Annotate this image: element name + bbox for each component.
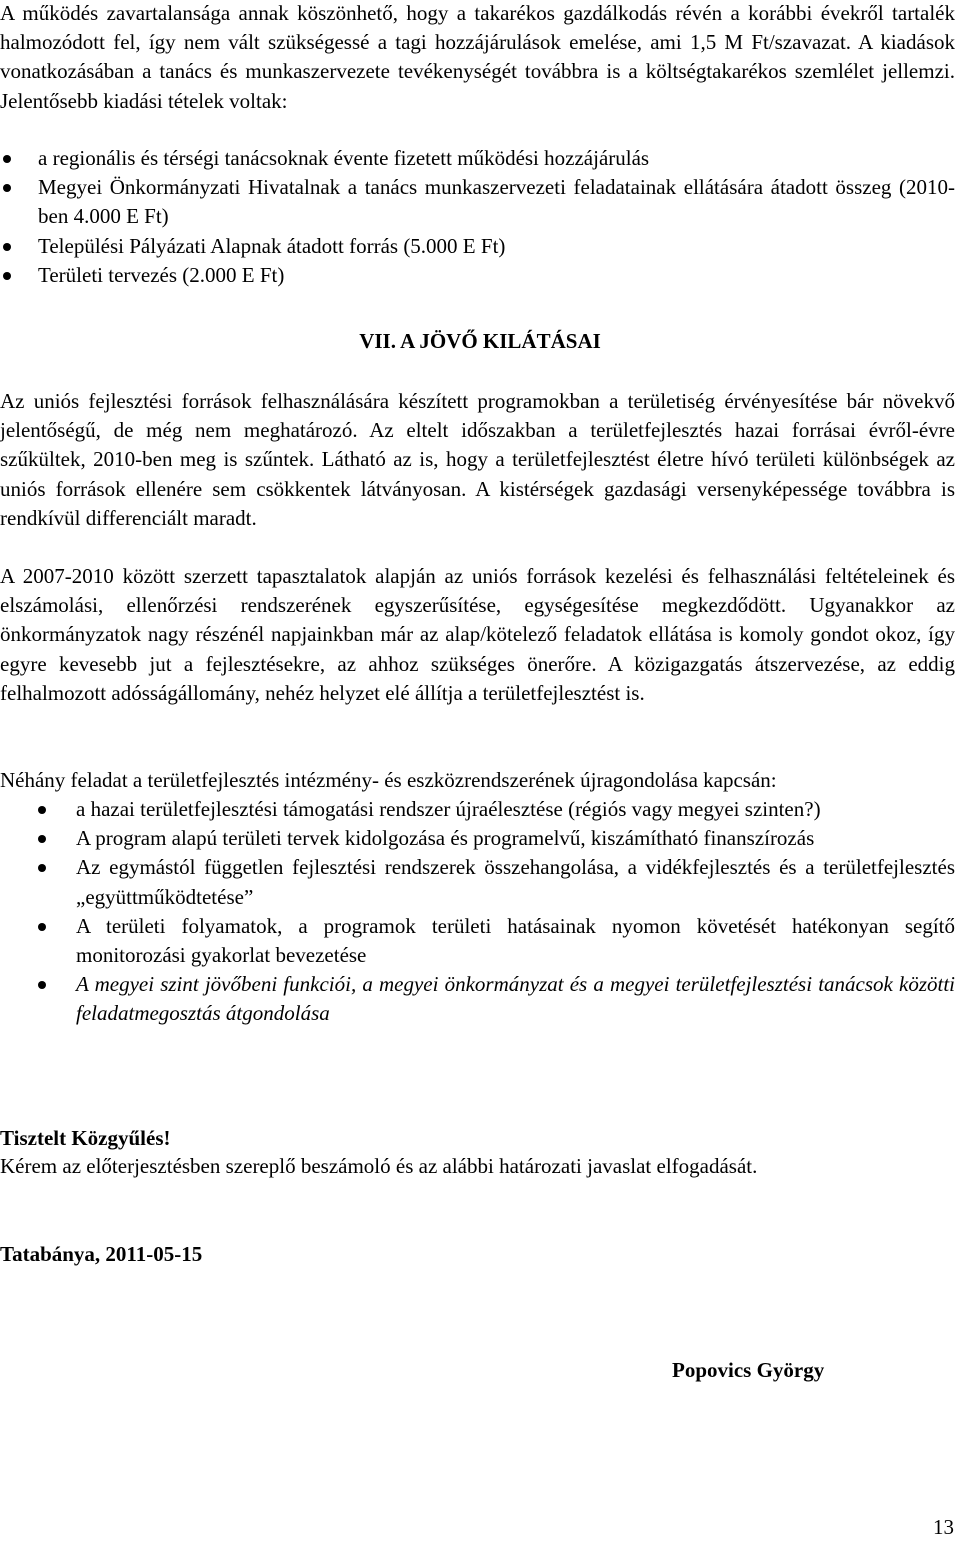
- rethink-intro: Néhány feladat a területfejlesztés intézmény- és eszközrendszerének újragondolása kapcsán:: [0, 768, 777, 792]
- list-item: a hazai területfejlesztési támogatási rendszer újraélesztése (régiós vagy megyei szinten?): [0, 795, 955, 824]
- intro-paragraph: A működés zavartalansága annak köszönhető, hogy a takarékos gazdálkodás révén a korábbi évekről tartalék halmozódott fel, így nem vált szükségessé a tagi hozzájárulások emelése, ami 1,5 M Ft/szavazat. A kiadások vonatkozásában a tanács és munkaszervezete tevékenységét továbbra is a költségtakarékos szemlélet jellemzi. Jelentősebb kiadási tételek voltak:: [0, 1, 955, 113]
- list-item: A program alapú területi tervek kidolgozása és programelvű, kiszámítható finanszírozás: [0, 824, 955, 853]
- list-item: Megyei Önkormányzati Hivatalnak a tanács munkaszervezeti feladatainak ellátására átadott összeg (2010-ben 4.000 E Ft): [0, 173, 955, 231]
- section-heading: VII. A JÖVŐ KILÁTÁSAI: [359, 329, 601, 353]
- list-item: A megyei szint jövőbeni funkciói, a megyei önkormányzat és a megyei területfejlesztési tanácsok közötti feladatmegosztás átgondolása: [0, 970, 955, 1028]
- place-date: Tatabánya, 2011-05-15: [0, 1242, 203, 1266]
- paragraph-territoriality: Az uniós fejlesztési források felhasználására készített programokban a területiség érvényesítése bár növekvő jelentőségű, de még nem meghatározó. Az eltelt időszakban a területfejlesztés hazai forrásai évről-évre szűkültek, 2010-ben meg is szűntek. Látható az is, hogy a területfejlesztést életre hívó területi különbségek az uniós források ellenére sem csökkentek látványosan. A kistérségek gazdasági versenyképessége továbbra is rendkívül differenciált maradt.: [0, 389, 955, 530]
- rethink-list: [0, 795, 955, 1029]
- request-text: Kérem az előterjesztésben szereplő beszámoló és az alábbi határozati javaslat elfogadását.: [0, 1154, 758, 1178]
- page-number: 13: [933, 1515, 954, 1539]
- list-item: Települési Pályázati Alapnak átadott forrás (5.000 E Ft): [0, 232, 955, 261]
- list-item: A területi folyamatok, a programok területi hatásainak nyomon követését hatékonyan segítő monitorozási gyakorlat bevezetése: [0, 912, 955, 970]
- paragraph-experience: A 2007-2010 között szerzett tapasztalatok alapján az uniós források kezelési és felhasználási feltételeinek és elszámolási, ellenőrzési rendszerének egyszerűsítése, egységesítése megkezdődött. Ugyanakkor az önkormányzatok nagy részénél napjainkban már az alap/kötelező feladatok ellátása is komoly gondot okoz, így egyre kevesebb jut a fejlesztésekre, az ahhoz szükséges önerőre. A közigazgatás átszervezése, az eddig felhalmozott adósságállomány, nehéz helyzet elé állítja a területfejlesztést is.: [0, 564, 955, 705]
- list-item: a regionális és térségi tanácsoknak évente fizetett működési hozzájárulás: [0, 144, 955, 173]
- expense-list: [0, 144, 955, 290]
- signature-name: Popovics György: [672, 1358, 825, 1382]
- list-item: Területi tervezés (2.000 E Ft): [0, 261, 955, 290]
- salutation: Tisztelt Közgyűlés!: [0, 1126, 171, 1150]
- list-item: Az egymástól független fejlesztési rendszerek összehangolása, a vidékfejlesztés és a területfejlesztés „együttműködtetése”: [0, 853, 955, 911]
